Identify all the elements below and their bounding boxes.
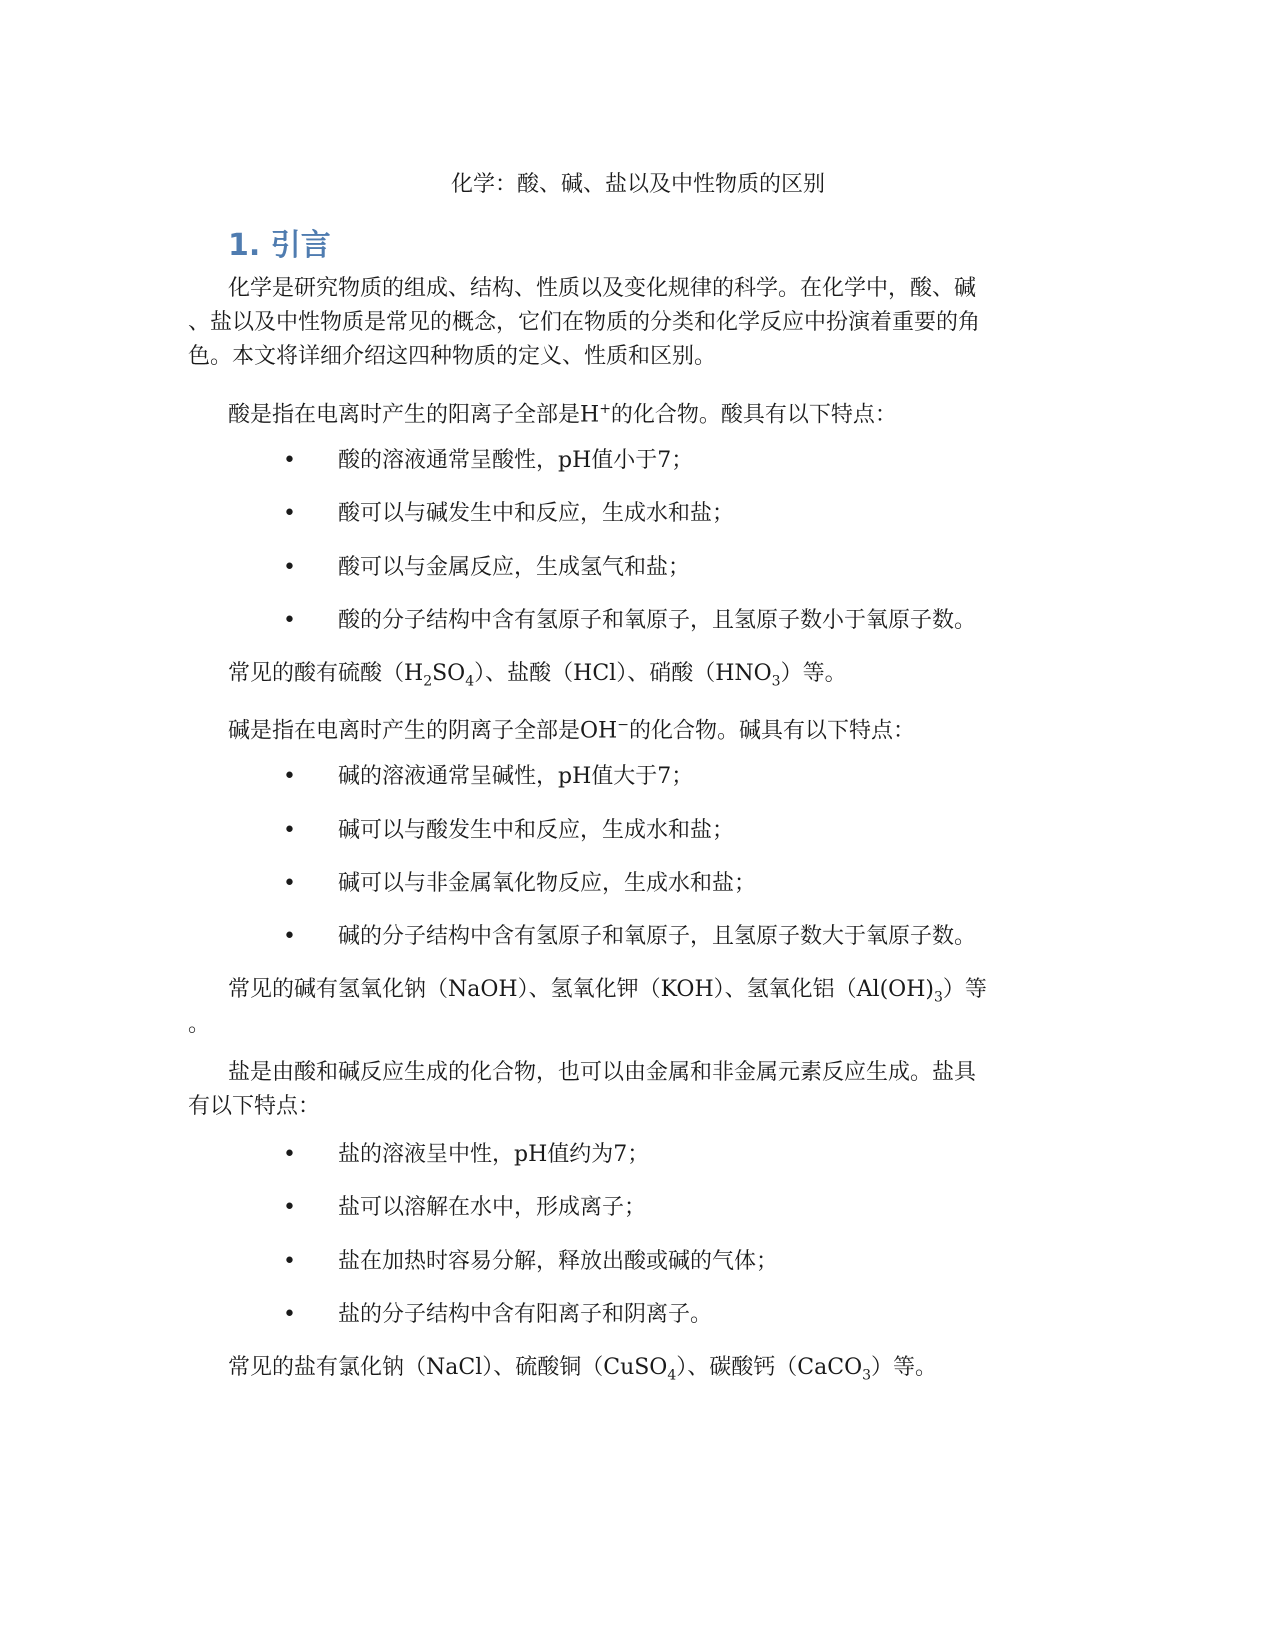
salt-examples: 常见的盐有氯化钠（NaCl）、硫酸铜（CuSO$_4$）、碳酸钙（CaCO$_3$）等。 [228, 1355, 938, 1384]
acid-examples: 常见的酸有硫酸$(H_2SO_4)$、盐酸（HCl）、硝酸$(HNO_3)$等。 [228, 661, 847, 690]
intro-line-3: 色。本文将详细介绍这四种物质的定义、性质和区别。 [188, 344, 717, 369]
bullet-icon: • [283, 1249, 296, 1274]
intro-line-1: 化学是研究物质的组成、结构、性质以及变化规律的科学。在化学中，酸、碱 [228, 276, 977, 301]
bullet-icon: • [283, 608, 296, 633]
bullet-icon: • [283, 1142, 296, 1167]
acid-definition: 酸是指在电离时产生的阳离子全部是H+的化合物。酸具有以下特点： [228, 401, 897, 428]
bullet-icon: • [283, 555, 296, 580]
base-examples: 常见的碱有氢氧化钠（NaOH）、氢氧化钾（KOH）、氢氧化铝$(Al(OH)_3)$等 [228, 977, 987, 1006]
bullet-icon: • [283, 871, 296, 896]
salt-definition-line-1: 盐是由酸和碱反应生成的化合物，也可以由金属和非金属元素反应生成。盐具 [228, 1060, 977, 1085]
base-definition: 碱是指在电离时产生的阴离子全部是OH−的化合物。碱具有以下特点： [228, 717, 915, 744]
bullet-icon: • [283, 501, 296, 526]
intro-line-2: 、盐以及中性物质是常见的概念，它们在物质的分类和化学反应中扮演着重要的角 [188, 310, 981, 335]
bullet-icon: • [283, 818, 296, 843]
bullet-icon: • [283, 448, 296, 473]
document-title: 化学：酸、碱、盐以及中性物质的区别 [450, 172, 825, 197]
bullet-icon: • [283, 924, 296, 949]
bullet-icon: • [283, 1195, 296, 1220]
document-page: 化学：酸、碱、盐以及中性物质的区别 1. 引言 化学是研究物质的组成、结构、性质以及变化规律的科学。在化学中，酸、碱 、盐以及中性物质是常见的概念，它们在物质的分类和化学反应中扮演着重要的角 色。本文将详细介绍这四种物质的定义、性质和区别。 酸是指在电离时产生的阳离子全部是H+的化合物。酸具有以下特点： • 酸的溶液通常呈酸性，pH值小于7； • 酸可以与碱发生中和反应，生成水和盐； • 酸可以与金属反应，生成氢气和盐； • 酸的分子结构中含有氢原子和氧原子，且氢原子数小于氧原子数。 常见的酸有硫酸$(H_2SO_4)$、盐酸（HCl）、硝酸$(HNO_3)$等。 碱是指在电离时产生的阴离子全部是OH−的化合物。碱具有以下特点： • 碱的溶液通常呈碱性，pH值大于7； • 碱可以与酸发生中和反应，生成水和盐； • 碱可以与非金属氧化物反应，生成水和盐； • 碱的分子结构中含有氢原子和氧原子，且氢原子数大于氧原子数。 常见的碱有氢氧化钠（NaOH）、氢氧化钾（KOH）、氢氧化铝$(Al(OH)_3)$等 。 盐是由酸和碱反应生成的化合物，也可以由金属和非金属元素反应生成。盐具 有以下特点： • 盐的溶液呈中性，pH值约为7； • 盐可以溶解在水中，形成离子； • 盐在加热时容易分解，释放出酸或碱的气体； • 盐的分子结构中含有阳离子和阴离子。 常见的盐有氯化钠（NaCl）、硫酸铜（CuSO$_4$）、碳酸钙（CaCO$_3$）等。 [188, 0, 1088, 1650]
bullet-icon: • [283, 1302, 296, 1327]
section-heading-introduction: 1. 引言 [228, 228, 331, 263]
bullet-icon: • [283, 764, 296, 789]
base-examples-continuation: 。 [188, 1012, 211, 1037]
salt-definition-line-2: 有以下特点： [188, 1094, 321, 1119]
